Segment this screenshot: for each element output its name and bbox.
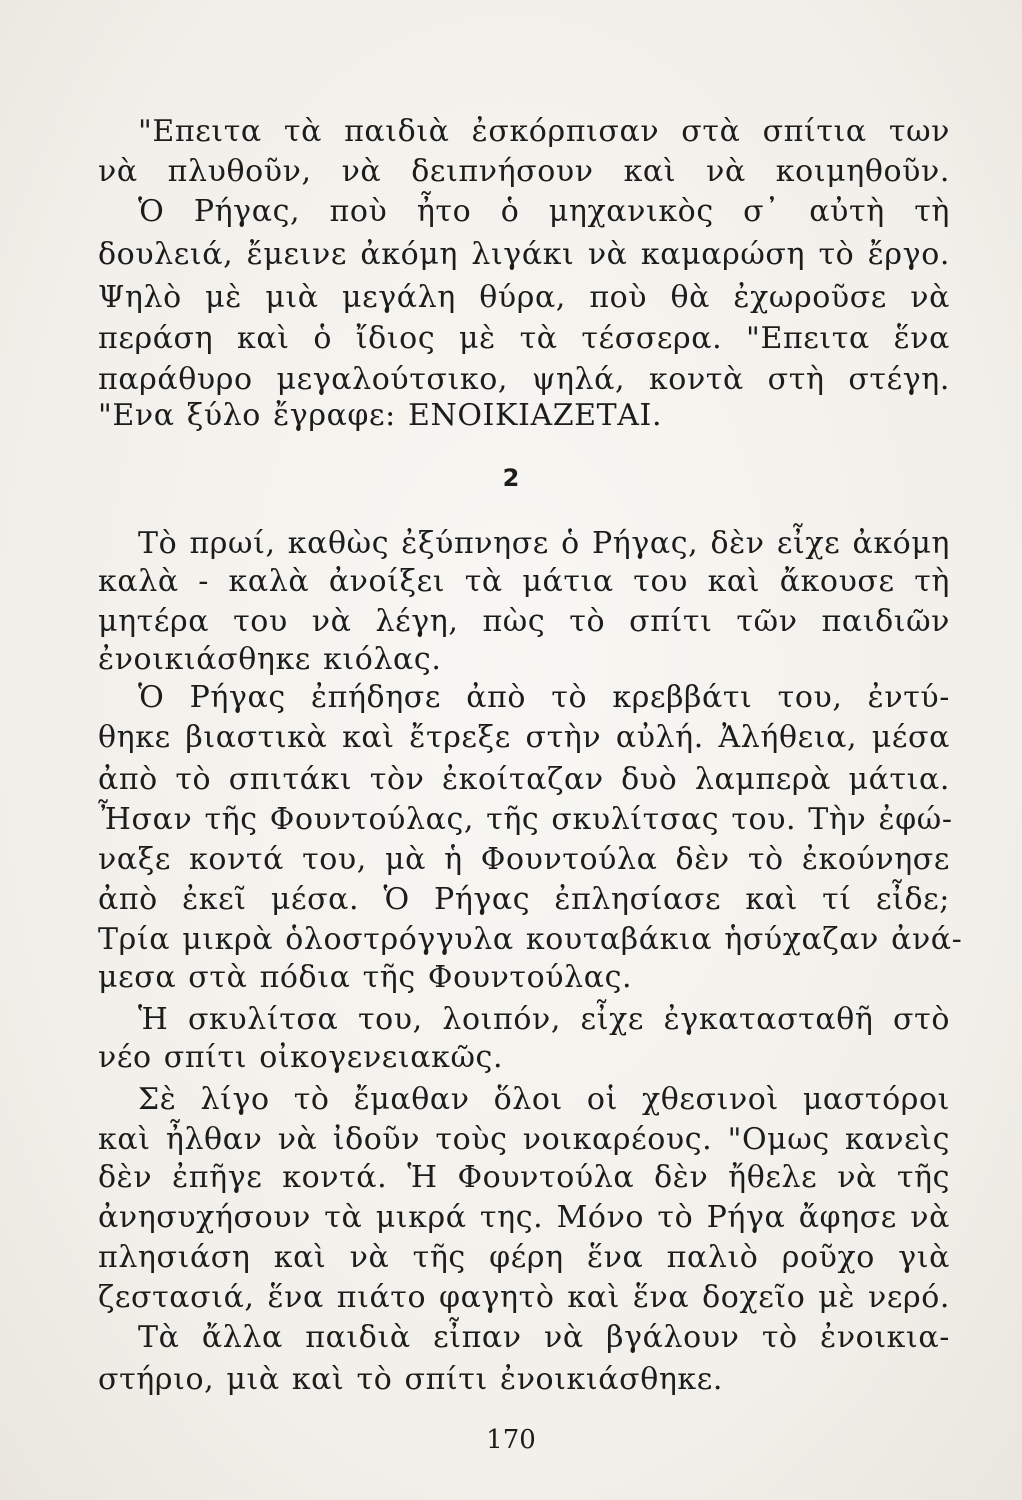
text-line: "Επειτα τὰ παιδιὰ ἐσκόρπισαν στὰ σπίτια των <box>138 114 950 149</box>
text-line: Ὁ Ρήγας, ποὺ ἦτο ὁ μηχανικὸς σ᾽ αὐτὴ τὴ <box>138 194 950 229</box>
text-line: περάση καὶ ὁ ἴδιος μὲ τὰ τέσσερα. "Επειτα ἕνα <box>98 321 950 356</box>
text-line: νέο σπίτι οἰκογενειακῶς. <box>98 1040 504 1075</box>
text-line: πλησιάση καὶ νὰ τῆς φέρη ἕνα παλιὸ ροῦχο γιὰ <box>98 1240 950 1275</box>
text-line: Ψηλὸ μὲ μιὰ μεγάλη θύρα, ποὺ θὰ ἐχωροῦσε νὰ <box>98 280 950 315</box>
text-line: νὰ πλυθοῦν, νὰ δειπνήσουν καὶ νὰ κοιμηθοῦν. <box>98 154 950 189</box>
text-line: δουλειά, ἔμεινε ἀκόμη λιγάκι νὰ καμαρώση τὸ ἔργο. <box>98 237 950 272</box>
text-line: Σὲ λίγο τὸ ἔμαθαν ὅλοι οἱ χθεσινοὶ μαστόροι <box>138 1082 950 1117</box>
text-line: Ὁ Ρήγας ἐπήδησε ἀπὸ τὸ κρεββάτι του, ἐντύ- <box>138 680 950 715</box>
text-line: δὲν ἐπῆγε κοντά. Ἡ Φουντούλα δὲν ἤθελε νὰ τῆς <box>98 1160 950 1195</box>
text-line: Τρία μικρὰ ὁλοστρόγγυλα κουταβάκια ἡσύχαζαν ἀνά- <box>98 922 963 957</box>
text-line: ζεστασιά, ἕνα πιάτο φαγητὸ καὶ ἕνα δοχεῖο μὲ νερό. <box>98 1280 950 1315</box>
text-line: ἀπὸ τὸ σπιτάκι τὸν ἐκοίταζαν δυὸ λαμπερὰ μάτια. <box>98 762 950 797</box>
text-line: Τὸ πρωί, καθὼς ἐξύπνησε ὁ Ρήγας, δὲν εἶχε ἀκόμη <box>138 526 950 561</box>
text-line: μεσα στὰ πόδια τῆς Φουντούλας. <box>98 960 633 995</box>
text-line: στήριο, μιὰ καὶ τὸ σπίτι ἐνοικιάσθηκε. <box>98 1362 724 1397</box>
section-number: 2 <box>502 464 520 492</box>
text-line: μητέρα του νὰ λέγη, πὼς τὸ σπίτι τῶν παιδιῶν <box>98 604 950 639</box>
page-number: 170 <box>486 1425 536 1455</box>
text-line: θηκε βιαστικὰ καὶ ἔτρεξε στὴν αὐλή. Ἀλήθεια, μέσα <box>98 720 950 755</box>
text-line: Ἡ σκυλίτσα του, λοιπόν, εἶχε ἐγκατασταθῆ στὸ <box>138 1002 950 1037</box>
text-line: ἐνοικιάσθηκε κιόλας. <box>98 642 442 677</box>
text-line: ἀπὸ ἐκεῖ μέσα. Ὁ Ρήγας ἐπλησίασε καὶ τί εἶδε; <box>98 882 950 917</box>
text-line: ναξε κοντά του, μὰ ἡ Φουντούλα δὲν τὸ ἐκούνησε <box>98 842 950 877</box>
text-line: παράθυρο μεγαλούτσικο, ψηλά, κοντὰ στὴ στέγη. <box>98 362 950 397</box>
text-line: Ἦσαν τῆς Φουντούλας, τῆς σκυλίτσας του. Τὴν ἐφώ- <box>98 802 953 837</box>
text-line: καὶ ἦλθαν νὰ ἰδοῦν τοὺς νοικαρέους. "Ομως κανεὶς <box>98 1122 950 1157</box>
text-line: καλὰ - καλὰ ἀνοίξει τὰ μάτια του καὶ ἄκουσε τὴ <box>98 564 950 599</box>
text-line: Τὰ ἄλλα παιδιὰ εἶπαν νὰ βγάλουν τὸ ἐνοικια- <box>138 1320 950 1355</box>
text-line: ἀνησυχήσουν τὰ μικρά της. Μόνο τὸ Ρήγα ἄφησε νὰ <box>98 1200 950 1235</box>
text-line: "Ενα ξύλο ἔγραφε: ΕΝΟΙΚΙΑΖΕΤΑΙ. <box>98 398 663 433</box>
